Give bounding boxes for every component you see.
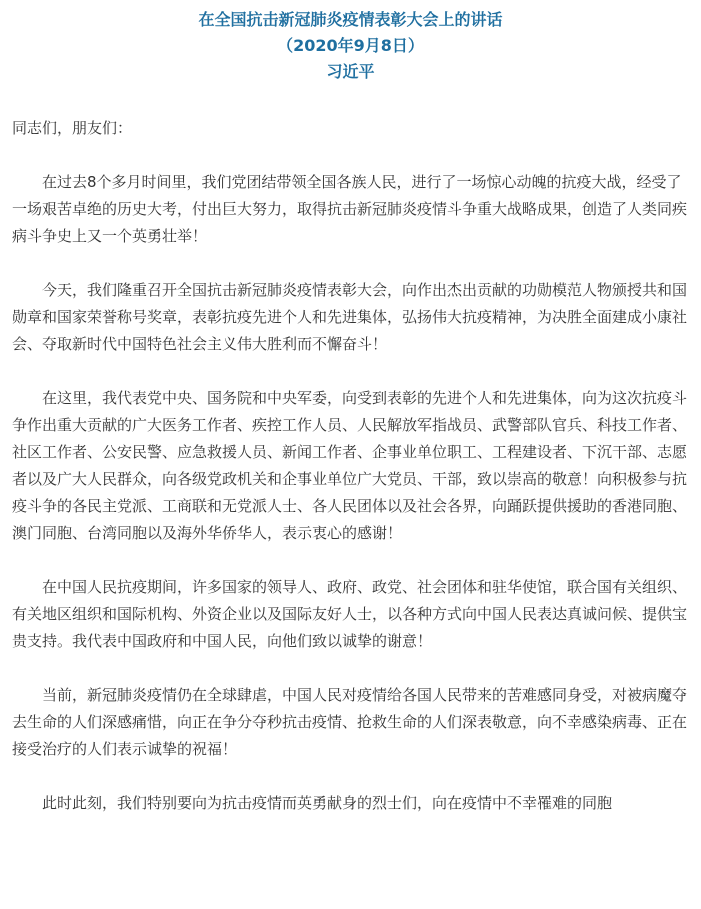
paragraph-3: 在这里，我代表党中央、国务院和中央军委，向受到表彰的先进个人和先进集体，向为这次抗疫斗争作出重大贡献的广大医务工作者、疾控工作人员、人民解放军指战员、武警部队官兵、科技工作者、社区工作者、公安民警、应急救援人员、新闻工作者、企事业单位职工、工程建设者、下沉干部、志愿者以及广大人民群众，向各级党政机关和企事业单位广大党员、干部，致以崇高的敬意！向积极参与抗疫斗争的各民主党派、工商联和无党派人士、各人民团体以及社会各界，向踊跃提供援助的香港同胞、澳门同胞、台湾同胞以及海外华侨华人，表示衷心的感谢！ bbox=[12, 389, 688, 542]
article-title: 在全国抗击新冠肺炎疫情表彰大会上的讲话 bbox=[198, 10, 503, 29]
article-header bbox=[12, 0, 689, 85]
article-author: 习近平 bbox=[326, 62, 375, 81]
paragraph-1: 在过去8个多月时间里，我们党团结带领全国各族人民，进行了一场惊心动魄的抗疫大战，经受了一场艰苦卓绝的历史大考，付出巨大努力，取得抗击新冠肺炎疫情斗争重大战略成果，创造了人类同疾病斗争史上又一个英勇壮举！ bbox=[12, 173, 688, 245]
paragraph-2: 今天，我们隆重召开全国抗击新冠肺炎疫情表彰大会，向作出杰出贡献的功勋模范人物颁授共和国勋章和国家荣誉称号奖章，表彰抗疫先进个人和先进集体，弘扬伟大抗疫精神，为决胜全面建成小康社会、夺取新时代中国特色社会主义伟大胜利而不懈奋斗！ bbox=[12, 281, 688, 353]
article-body bbox=[12, 115, 689, 817]
salutation: 同志们，朋友们： bbox=[12, 119, 133, 137]
paragraph-4: 在中国人民抗疫期间，许多国家的领导人、政府、政党、社会团体和驻华使馆，联合国有关组织、有关地区组织和国际机构、外资企业以及国际友好人士，以各种方式向中国人民表达真诚问候、提供宝贵支持。我代表中国政府和中国人民，向他们致以诚挚的谢意！ bbox=[12, 578, 688, 650]
paragraph-5: 当前，新冠肺炎疫情仍在全球肆虐，中国人民对疫情给各国人民带来的苦难感同身受，对被病魔夺去生命的人们深感痛惜，向正在争分夺秒抗击疫情、抢救生命的人们深表敬意，向不幸感染病毒、正在接受治疗的人们表示诚挚的祝福！ bbox=[12, 686, 688, 758]
article-date: （2020年9月8日） bbox=[277, 36, 424, 55]
paragraph-6: 此时此刻，我们特别要向为抗击疫情而英勇献身的烈士们，向在疫情中不幸罹难的同胞 bbox=[42, 794, 613, 812]
